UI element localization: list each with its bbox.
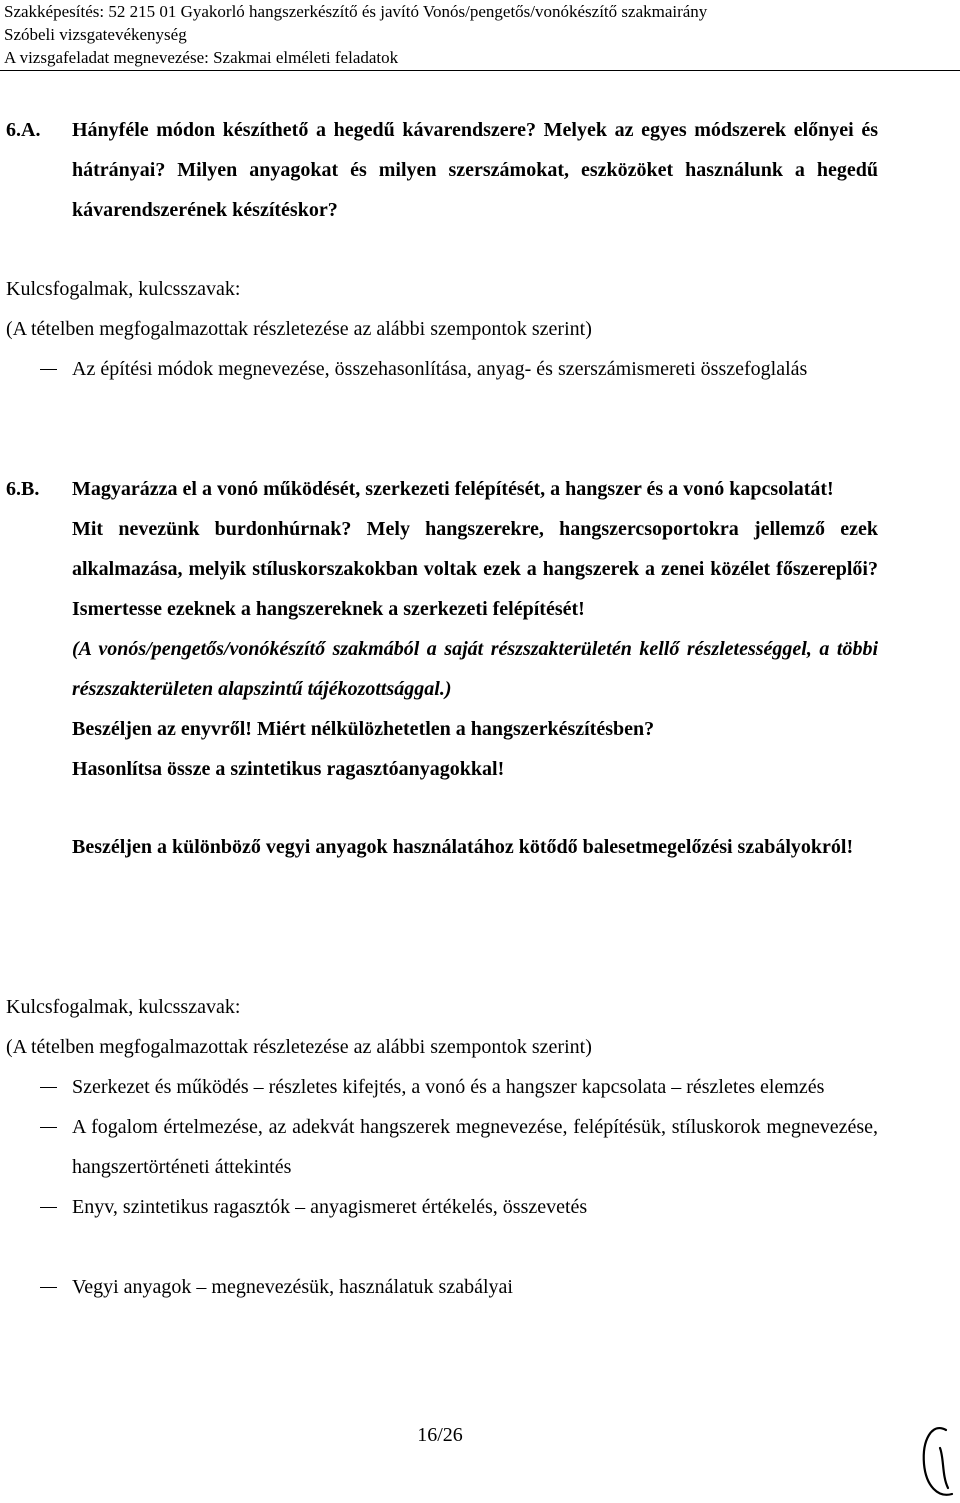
keywords-2-item: A fogalom értelmezése, az adekvát hangszerek megnevezése, felépítésük, stíluskorok megnevezése, hangszertörténeti áttekintés [72,1107,878,1187]
keywords-2-item: Vegyi anyagok – megnevezésük, használatuk szabályai [72,1267,878,1307]
header-qualification: Szakképesítés: 52 215 01 Gyakorló hangszerkészítő és javító Vonós/pengetős/vonókészítő szakmairány [4,2,708,21]
question-6b-p2: Mit nevezünk burdonhúrnak? Mely hangszerekre, hangszercsoportokra jellemző ezek alkalmazása, melyik stíluskorszakokban voltak ezek a hangszerek a zenei közélet főszereplői? Ismertesse ezeknek a hangszereknek a szerkezeti felépítését! [72,518,878,620]
question-6b-number: 6.B. [6,478,40,500]
question-6a [0,110,878,230]
document-header [4,0,954,69]
question-6a-number: 6.A. [6,119,41,141]
keywords-1-item: Az építési módok megnevezése, összehasonlítása, anyag- és szerszámismereti összefoglalás [72,349,878,389]
question-6b-p3: (A vonós/pengetős/vonókészítő szakmából a saját részszakterületén kellő részletességgel, a többi részszakterületen alapszintű tájékozottsággal.) [72,638,878,700]
header-exam-type: Szóbeli vizsgatevékenység [4,25,187,44]
page-number: 16/26 [417,1424,463,1446]
question-6b-p5: Hasonlítsa össze a szintetikus ragasztóanyagokkal! [72,758,505,780]
question-6a-text: Hányféle módon készíthető a hegedű kávarendszere? Melyek az egyes módszerek előnyei és hátrányai? Milyen anyagokat és milyen szerszámokat, eszközöket használunk a hegedű kávarendszerének készítéskor? [72,119,878,221]
question-6b-p4: Beszéljen az enyvről! Miért nélkülözhetetlen a hangszerkészítésben? [72,718,655,740]
keywords-2-item: Enyv, szintetikus ragasztók – anyagismeret értékelés, összevetés [72,1187,878,1227]
keywords-2-title: Kulcsfogalmak, kulcsszavak: [6,996,241,1018]
keywords-2-item: Szerkezet és működés – részletes kifejtés, a vonó és a hangszer kapcsolata – részletes elemzés [72,1067,878,1107]
header-divider [0,70,960,71]
keywords-1-title: Kulcsfogalmak, kulcsszavak: [6,278,241,300]
question-6b-p6: Beszéljen a különböző vegyi anyagok használatához kötődő balesetmegelőzési szabályokról! [72,836,854,858]
keywords-2-list [0,1067,878,1307]
question-6b-p1: Magyarázza el a vonó működését, szerkezeti felépítését, a hangszer és a vonó kapcsolatát! [72,478,834,500]
header-task-name: A vizsgafeladat megnevezése: Szakmai elméleti feladatok [4,48,399,67]
signature-mark [918,1418,958,1503]
keywords-1-list [0,349,878,389]
keywords-1-subtitle: (A tételben megfogalmazottak részletezése az alábbi szempontok szerint) [6,318,592,340]
question-6b [0,469,878,867]
keywords-2-subtitle: (A tételben megfogalmazottak részletezése az alábbi szempontok szerint) [6,1036,592,1058]
